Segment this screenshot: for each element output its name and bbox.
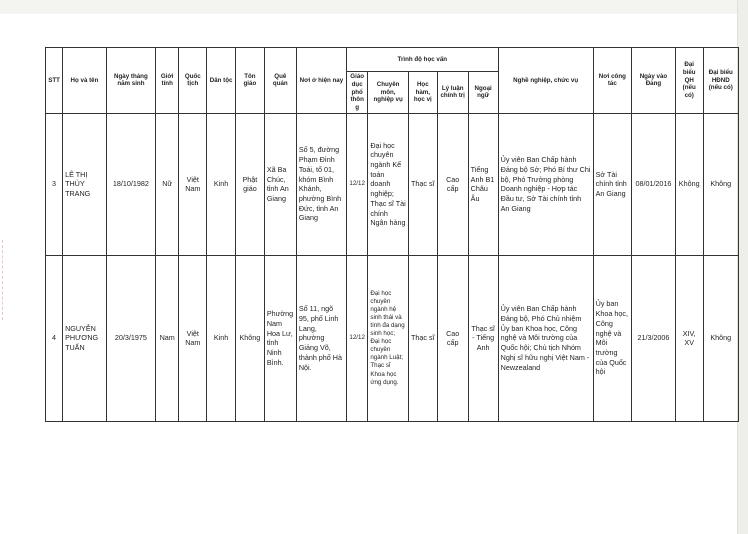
candidate-table [45,47,739,422]
cell-na-delegate: XIV, XV [675,255,703,421]
header-residence: Nơi ở hiện nay [296,48,346,114]
cell-political-theory: Cao cấp [437,255,468,421]
cell-religion: Không [236,255,265,421]
cell-workplace: Sở Tài chính tỉnh An Giang [593,113,631,255]
header-stt: STT [46,48,63,114]
cell-hometown: Xã Ba Chúc, tỉnh An Giang [264,113,296,255]
cell-pc-delegate: Không [703,255,738,421]
cell-name: NGUYỄN PHƯƠNG TUẤN [63,255,107,421]
table-row [46,255,739,421]
header-religion: Tôn giáo [236,48,265,114]
cell-ethnicity: Kinh [207,113,236,255]
cell-pc-delegate: Không [703,113,738,255]
header-dob: Ngày tháng năm sinh [106,48,155,114]
cell-nationality: Việt Nam [179,255,207,421]
header-name: Họ và tên [63,48,107,114]
cell-occupation: Ủy viên Ban Chấp hành Đảng bộ Sở; Phó Bí thư Chi bộ, Phó Trưởng phòng Doanh nghiệp - Hợp tác Đầu tư, Sở Tài chính tỉnh An Giang [498,113,593,255]
cell-dob: 20/3/1975 [106,255,155,421]
cell-general-education: 12/12 [347,113,368,255]
header-specialty: Chuyên môn, nghiệp vụ [368,72,409,114]
header-hometown: Quê quán [264,48,296,114]
cell-occupation: Ủy viên Ban Chấp hành Đảng bộ, Phó Chủ nhiệm Ủy ban Khoa học, Công nghệ và Môi trường của Quốc hội; Chủ tịch Nhóm Nghị sĩ hữu nghị Việt Nam - Newzealand [498,255,593,421]
header-education-group: Trình độ học vấn [347,48,499,72]
cell-political-theory: Cao cấp [437,113,468,255]
cell-stt: 4 [46,255,63,421]
header-na-delegate: Đại biểu QH (nếu có) [675,48,703,114]
cell-residence: Số 5, đường Phạm Đình Toái, tổ 01, khóm Bình Khánh, phường Bình Đức, tỉnh An Giang [296,113,346,255]
header-general-education: Giáo dục phổ thông [347,72,368,114]
header-nationality: Quốc tịch [179,48,207,114]
cell-gender: Nam [155,255,178,421]
header-pc-delegate: Đại biểu HĐND (nếu có) [703,48,738,114]
cell-dob: 18/10/1982 [106,113,155,255]
cell-residence: Số 11, ngõ 95, phố Linh Lang, phường Giảng Võ, thành phố Hà Nội. [296,255,346,421]
cell-specialty: Đại học chuyên ngành hệ sinh thái và tính đa dạng sinh học; Đại học chuyên ngành Luật; Thạc sĩ Khoa học ứng dụng. [368,255,409,421]
cell-stt: 3 [46,113,63,255]
header-gender: Giới tính [155,48,178,114]
header-row-top [46,48,739,72]
cell-na-delegate: Không [675,113,703,255]
header-foreign-language: Ngoại ngữ [468,72,498,114]
cell-specialty: Đại học chuyên ngành Kế toán doanh nghiệp; Thạc sĩ Tài chính Ngân hàng [368,113,409,255]
header-workplace: Nơi công tác [593,48,631,114]
cell-hometown: Phường Nam Hoa Lư, tỉnh Ninh Bình. [264,255,296,421]
cell-gender: Nữ [155,113,178,255]
header-party-date: Ngày vào Đảng [632,48,676,114]
cell-nationality: Việt Nam [179,113,207,255]
header-occupation: Nghề nghiệp, chức vụ [498,48,593,114]
cell-religion: Phật giáo [236,113,265,255]
header-political-theory: Lý luận chính trị [437,72,468,114]
cell-party-date: 08/01/2016 [632,113,676,255]
cell-name: LÊ THỊ THÙY TRANG [63,113,107,255]
cell-academic-rank: Thạc sĩ [408,255,437,421]
cell-academic-rank: Thạc sĩ [408,113,437,255]
header-ethnicity: Dân tộc [207,48,236,114]
cell-party-date: 21/3/2006 [632,255,676,421]
cell-foreign-language: Tiếng Anh B1 Châu Âu [468,113,498,255]
page-top-edge [0,0,748,14]
header-academic-rank: Học hàm, học vị [408,72,437,114]
margin-stamp-marks [2,240,11,320]
cell-workplace: Ủy ban Khoa học, Công nghệ và Môi trường của Quốc hội [593,255,631,421]
cell-foreign-language: Thạc sĩ - Tiếng Anh [468,255,498,421]
cell-general-education: 12/12 [347,255,368,421]
cell-ethnicity: Kinh [207,255,236,421]
table-row [46,113,739,255]
